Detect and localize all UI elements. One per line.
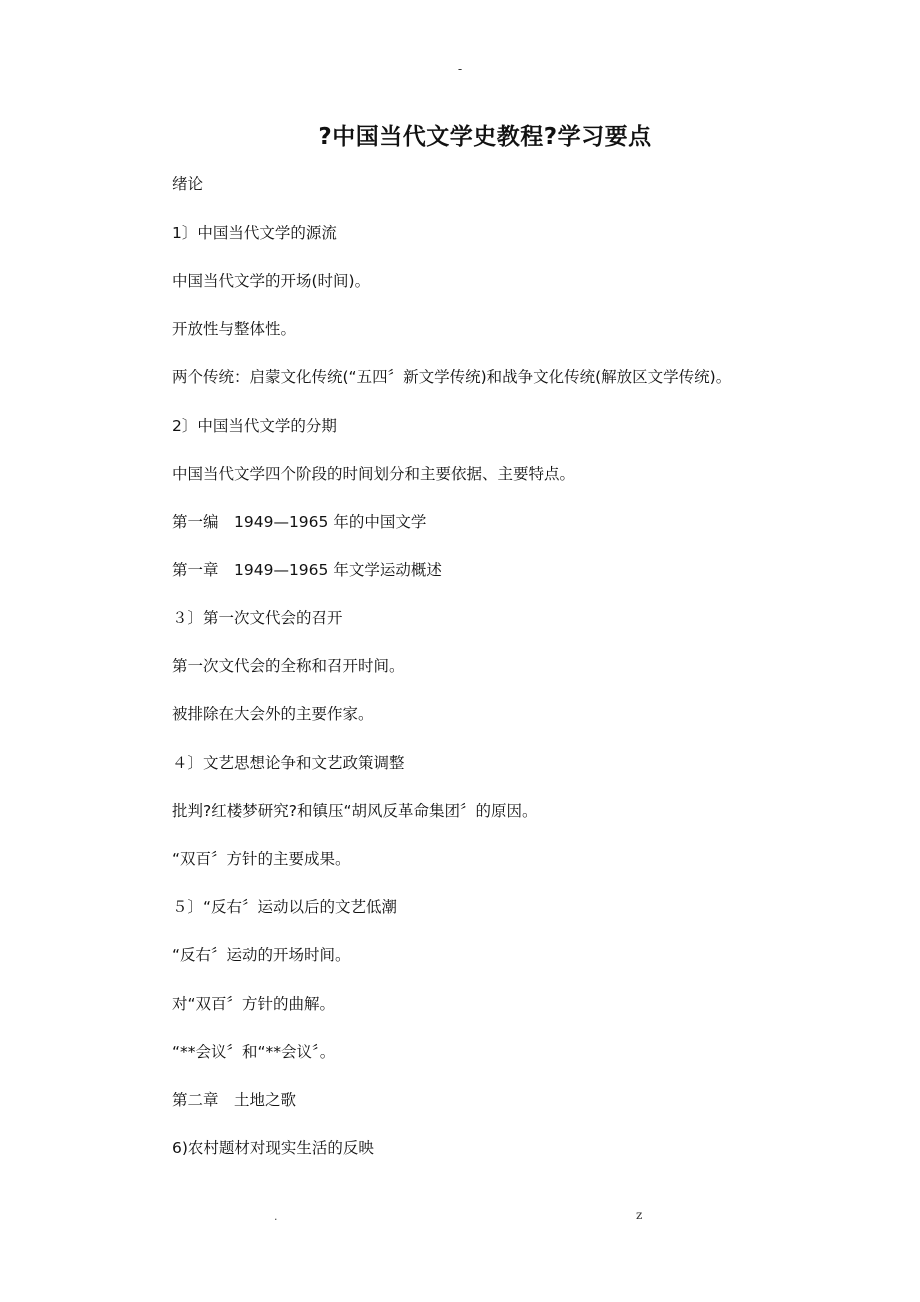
chapter-heading: 第一章 1949—1965 年文学运动概述: [172, 561, 442, 579]
outline-item: ３〕第一次文代会的召开: [172, 609, 343, 627]
outline-item: ５〕“反右〞运动以后的文艺低潮: [172, 898, 398, 916]
outline-point: 两个传统：启蒙文化传统(“五四〞新文学传统)和战争文化传统(解放区文学传统)。: [172, 368, 732, 386]
outline-point: 中国当代文学四个阶段的时间划分和主要依据、主要特点。: [172, 465, 576, 483]
section-heading-introduction: 绪论: [172, 175, 204, 193]
outline-item: 2〕中国当代文学的分期: [172, 417, 337, 435]
outline-item: ４〕文艺思想论争和文艺政策调整: [172, 754, 405, 772]
part-heading: 第一编 1949—1965 年的中国文学: [172, 513, 427, 531]
outline-item: 6)农村题材对现实生活的反映: [172, 1139, 374, 1157]
outline-point: 开放性与整体性。: [172, 320, 297, 338]
chapter-heading: 第二章 土地之歌: [172, 1091, 297, 1109]
outline-point: 被排除在大会外的主要作家。: [172, 705, 374, 723]
outline-point: 中国当代文学的开场(时间)。: [172, 272, 371, 290]
document-title: ?中国当代文学史教程?学习要点: [318, 124, 652, 150]
outline-point: “**会议〞和“**会议〞。: [172, 1043, 336, 1061]
outline-point: 第一次文代会的全称和召开时间。: [172, 657, 405, 675]
outline-point: 对“双百〞方针的曲解。: [172, 995, 336, 1013]
outline-item: 1〕中国当代文学的源流: [172, 224, 337, 242]
outline-point: “双百〞方针的主要成果。: [172, 850, 351, 868]
outline-point: 批判?红楼梦研究?和镇压“胡风反革命集团〞的原因。: [172, 802, 538, 820]
footer-left-mark: .: [274, 1210, 278, 1223]
footer-right-mark: z: [636, 1208, 643, 1222]
outline-point: “反右〞运动的开场时间。: [172, 946, 351, 964]
header-mark: -: [457, 62, 463, 76]
